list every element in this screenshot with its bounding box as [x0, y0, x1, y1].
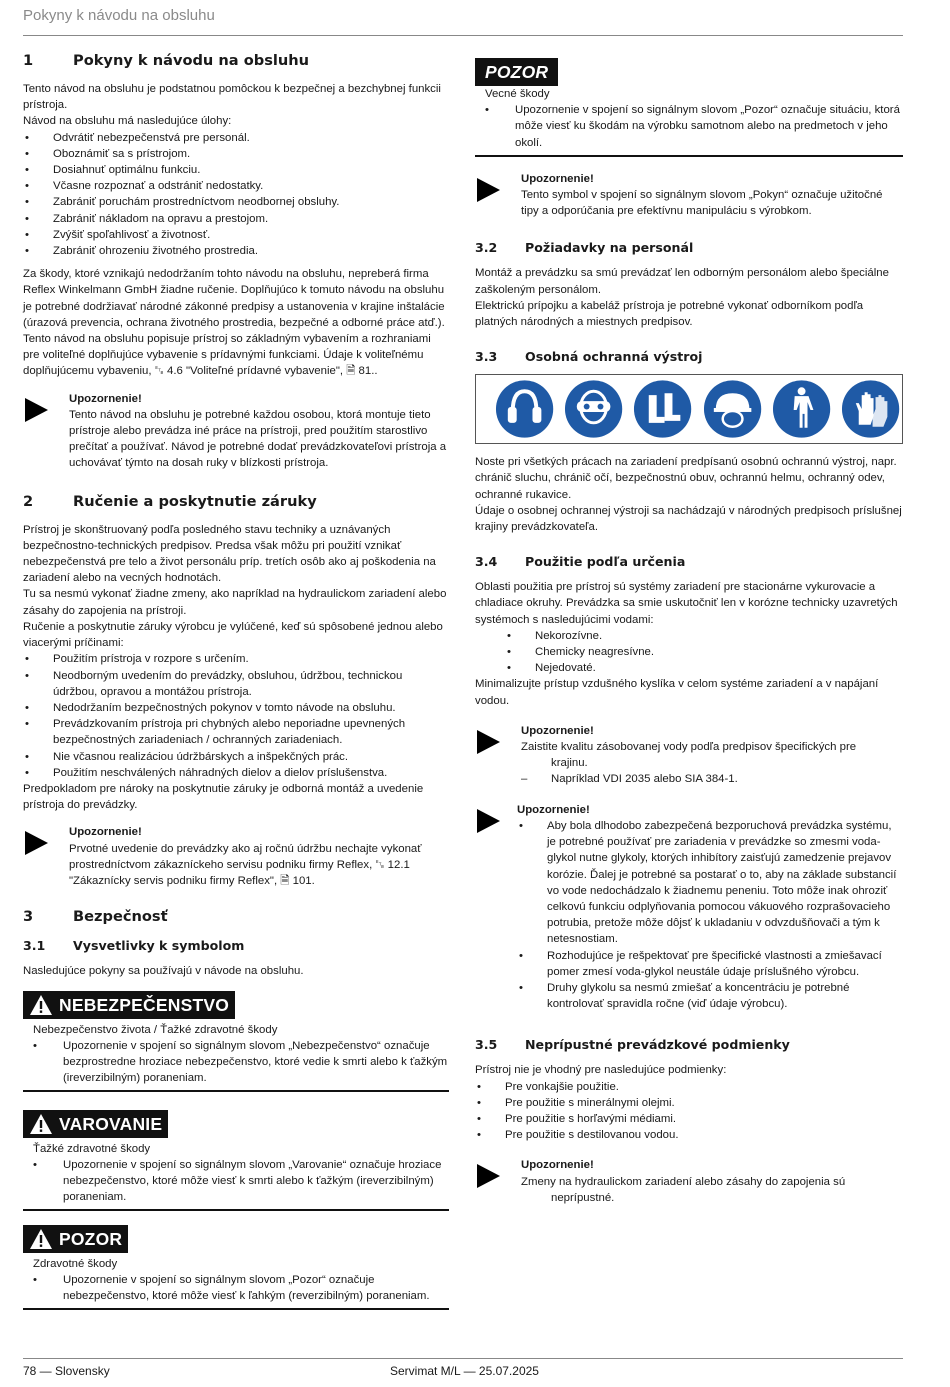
s32-p1: Montáž a prevádzku sa smú prevádzať len odborným personálom alebo špeciálne zaškoleným personálom.: [475, 267, 889, 296]
list-item: • Nie včasnou realizáciou údržbárskych a inšpekčných prác.: [23, 749, 449, 765]
notice-arrow-icon: [23, 830, 49, 856]
list-item: • Oboznámiť sa s prístrojom.: [23, 146, 449, 162]
notice-text: Tento symbol v spojení so signálnym slovom „Pokyn“ označuje užitočné tipy a odporúčania pre efektívnu manipuláciu s výrobkom.: [521, 189, 883, 218]
list-item: • Použitím neschválených náhradných dielov a dielov príslušenstva.: [23, 765, 449, 781]
notice-title: Upozornenie!: [69, 826, 142, 839]
list-item: • Nejedovaté.: [475, 660, 903, 676]
s2-p1: Prístroj je skonštruovaný podľa posledného stavu techniky a uznávaných bezpečnostno-technických predpisov. Predsa však môžu pri použití vznikať nebezpečenstvá pre telo a život personálu príp. tretích osôb ako aj poškodenia na zariadení alebo na vecných hodnotách.: [23, 523, 436, 585]
notice-text: Tento návod na obsluhu je potrebné každou osobou, ktorá montuje tieto prístroje alebo prevádza iné práce na prístroji, pred použitím starostlivo prečítať a používať. Návod je potrebné dodať prevádzkovateľovi prístroja a uchovávať týmto na dosah ruky v blízkosti prístroja.: [69, 408, 447, 470]
list-item: • Zabrániť ohrozeniu životného prostredia.: [23, 243, 449, 259]
list-item: • Pre použitie s minerálnymi olejmi.: [475, 1095, 903, 1111]
s1-intro: Tento návod na obsluhu je podstatnou pomôckou k bezpečnej a bezchybnej funkcii prístroja.: [23, 83, 441, 112]
list-item: • Nekorozívne.: [475, 628, 903, 644]
list-item: • Aby bola dlhodobo zabezpečená bezporuchová prevádzka systému, je potrebné používať pre zariadenia v prevádzke so zmesmi voda-glykol nutne glykoly, ktorých inhibítory zaisťujú zamedzenie prejavov korózie. Ďalej je potrebné sa postarať o to, aby na základe substancií vo vode nedochádzalo k žiadnemu peneniu. Toto môže inak ohroziť celkovú funkciu odplyňovania pomocou vákuového rozprašovacieho potrubia, pretože môže dôjsť k ukladaniu v odvzdušňovači a tým k netesnostiam.: [517, 818, 903, 948]
danger-label: NEBEZPEČENSTVO: [23, 991, 235, 1019]
s34-p1: Oblasti použitia pre prístroj sú systémy zariadení pre stacionárne vykurovacie a chladiace okruhy. Prevádzka sa smie uskutočniť len v korózne technicky uzavretých systémoch s nasledujúcimi vodami:: [475, 581, 898, 626]
caution-property-box: [475, 58, 903, 157]
list-item: • Pre použitie s horľavými médiami.: [475, 1111, 903, 1127]
list-item: • Zabrániť nákladom na opravu a prestojom.: [23, 211, 449, 227]
list-item: • Odvrátiť nebezpečenstvá pre personál.: [23, 130, 449, 146]
notice-arrow-icon: [475, 808, 501, 834]
protective-gloves-icon: [839, 377, 902, 441]
list-item: • Neodborným uvedením do prevádzky, obsluhou, údržbou, technickou údržbou, opravou a montážou prístroja.: [23, 668, 449, 700]
notice-title: Upozornenie!: [517, 803, 590, 816]
notice-text-cont: krajinu.: [551, 757, 588, 770]
list-item: • Použitím prístroja v rozpore s určením.: [23, 651, 449, 667]
warning-triangle-icon: [29, 994, 53, 1016]
danger-text: • Upozornenie v spojení so signálnym slovom „Nebezpečenstvo“ označuje bezprostredne hroziace nebezpečenstvo, ktoré vedie k smrti alebo k ťažkým (ireverzibilným) poraneniam.: [23, 1038, 449, 1087]
s35-p: Prístroj nie je vhodný pre nasledujúce podmienky:: [475, 1064, 727, 1077]
notice-arrow-icon: [475, 729, 501, 755]
warning-subtitle: Ťažké zdravotné škody: [33, 1142, 151, 1155]
section-3-3-heading: 3.3 Osobná ochranná výstroj: [475, 349, 703, 365]
caution-subtitle: Zdravotné škody: [33, 1257, 118, 1270]
notice-arrow-icon: [23, 397, 49, 423]
modification-notice: [475, 1157, 903, 1206]
notice-title: Upozornenie!: [521, 724, 594, 737]
footer-page-language: 78 — Slovensky: [23, 1364, 110, 1378]
list-item: • Chemicky neagresívne.: [475, 644, 903, 660]
list-item: • Druhy glykolu sa nesmú zmiešať a koncentráciu je potrebné kontrolovať spravidla ročne (viď údaje výrobcu).: [517, 980, 903, 1012]
notice-dash-item: – Napríklad VDI 2035 alebo SIA 384-1.: [521, 771, 856, 787]
warning-text: • Upozornenie v spojení so signálnym slovom „Varovanie“ označuje hroziace nebezpečenstvo, ktoré môže viesť k smrti alebo k ťažkým (ireverzibilným) poraneniam.: [23, 1157, 449, 1206]
s34-water-list: [475, 628, 903, 677]
header-title: Pokyny k návodu na obsluhu: [23, 7, 215, 24]
section-3-heading: 3 Bezpečnosť: [23, 908, 168, 926]
notice-arrow-icon: [475, 1163, 501, 1189]
hearing-protection-icon: [493, 377, 556, 441]
danger-subtitle: Nebezpečenstvo života / Ťažké zdravotné škody: [33, 1023, 278, 1036]
danger-box: [23, 991, 449, 1092]
safety-boots-icon: [631, 377, 694, 441]
caution-property-text: • Upozornenie v spojení so signálnym slovom „Pozor“ označuje situáciu, ktorá môže viesť ku škodám na výrobku samotnom alebo na predmetoch v jeho okolí.: [475, 102, 903, 151]
list-item: • Nedodržaním bezpečnostných pokynov v tomto návode na obsluhu.: [23, 700, 449, 716]
notice-title: Upozornenie!: [69, 392, 142, 405]
s35-conditions-list: [475, 1079, 903, 1144]
warning-triangle-icon: [29, 1228, 53, 1250]
water-quality-notice: [475, 723, 903, 788]
s1-tasks-lead: Návod na obsluhu má nasledujúce úlohy:: [23, 115, 232, 128]
list-item: • Pre vonkajšie použitie.: [475, 1079, 903, 1095]
section-3-4-heading: 3.4 Použitie podľa určenia: [475, 554, 686, 570]
notice-text: Zmeny na hydraulickom zariadení alebo zásahy do zapojenia sú: [521, 1175, 846, 1188]
list-item: • Prevádzkovaním prístroja pri chybných alebo neporiadne upevnených bezpečnostných zariadeniach / ochranných zariadeniach.: [23, 716, 449, 748]
notice-arrow-icon: [475, 177, 501, 203]
symbol-notice: [475, 171, 903, 220]
ppe-icon-strip: [475, 374, 903, 444]
list-item: • Dosiahnuť optimálnu funkciu.: [23, 162, 449, 178]
protective-clothing-icon: [770, 377, 833, 441]
list-item: • Zvýšiť spoľahlivosť a životnosť.: [23, 227, 449, 243]
caution-label: POZOR: [23, 1225, 128, 1253]
s2-p4: Predpokladom pre nároky na poskytnutie záruky je odborná montáž a uvedenie prístroja do prevádzky.: [23, 782, 424, 812]
notice-text: Zaistite kvalitu zásobovanej vody podľa predpisov špecifických pre: [521, 741, 857, 754]
s33-p2: Údaje o osobnej ochrannej výstroji sa nachádzajú v národných predpisoch príslušnej krajiny prevádzkovateľa.: [475, 504, 902, 534]
eye-protection-icon: [562, 377, 625, 441]
page-footer: [23, 1358, 903, 1378]
list-item: • Včasne rozpoznať a odstrániť nedostatky.: [23, 178, 449, 194]
notice-text: Prvotné uvedenie do prevádzky ako aj ročnú údržbu nechajte vykonať prostredníctvom zákazníckeho servisu podniku firmy Reflex, ␗ 12.1 "Zákaznícky servis podniku firmy Reflex", 🗎 101.: [69, 842, 422, 887]
page-header: [23, 6, 903, 36]
s1-task-list: [23, 130, 449, 260]
section-3-2-heading: 3.2 Požiadavky na personál: [475, 240, 694, 256]
s2-p3: Ručenie a poskytnutie záruky výrobcu je vylúčené, keď sú spôsobené jednou alebo viacerými príčinami:: [23, 620, 443, 650]
s34-p2: Minimalizujte prístup vzdušného kyslíka v celom systéme zariadení a v napájaní vodou.: [475, 678, 879, 707]
caution-box: [23, 1225, 449, 1310]
s2-cause-list: [23, 651, 449, 781]
list-item: • Pre použitie s destilovanou vodou.: [475, 1127, 903, 1143]
list-item: • Zabrániť poruchám prostredníctvom neodbornej obsluhy.: [23, 194, 449, 210]
caution-text: • Upozornenie v spojení so signálnym slovom „Pozor“ označuje nebezpečenstvo, ktoré môže viesť k ľahkým (reverzibilným) poraneniam.: [23, 1272, 449, 1304]
warning-triangle-icon: [29, 1113, 53, 1135]
left-column: [23, 48, 449, 1310]
section-2-heading: 2 Ručenie a poskytnutie záruky: [23, 492, 317, 510]
s31-text: Nasledujúce pokyny sa používajú v návode na obsluhu.: [23, 965, 304, 978]
notice-text-cont: neprípustné.: [551, 1191, 615, 1204]
section-3-5-heading: 3.5 Neprípustné prevádzkové podmienky: [475, 1037, 790, 1053]
list-item: • Rozhodujúce je rešpektovať pre špecifické vlastnosti a zmiešavací pomer zmesí voda-glykol neustále údaje príslušného výrobcu.: [517, 948, 903, 980]
glycol-notice: [475, 802, 903, 1013]
s2-notice: [23, 824, 449, 889]
notice-title: Upozornenie!: [521, 1159, 594, 1172]
s1-liability-text: Za škody, ktoré vznikajú nedodržaním tohto návodu na obsluhu, nepreberá firma Reflex Winkelmann GmbH žiadne ručenie. Doplňujúco k tomuto návodu na obsluhu je potrebné dodržiavať národné zákonné predpisy a ustanovenia v krajine inštalácie (úrazová prevencia, ochrana životného prostredia, bezpečné a odborné práce atď.).: [23, 268, 445, 329]
section-1-heading: 1 Pokyny k návodu na obsluhu: [23, 52, 310, 69]
warning-box: [23, 1110, 449, 1211]
warning-label: VAROVANIE: [23, 1110, 168, 1138]
right-column: [475, 58, 903, 1206]
notice-title: Upozornenie!: [521, 172, 594, 185]
s33-p1: Noste pri všetkých prácach na zariadení predpísanú osobnú ochrannú výstroj, napr. chránič sluchu, chránič očí, bezpečnostnú obuv, ochrannú helmu, ochranný odev, ochranné rukavice.: [475, 456, 897, 501]
section-3-1-heading: 3.1 Vysvetlivky k symbolom: [23, 938, 245, 954]
s1-notice: [23, 391, 449, 472]
safety-helmet-icon: [701, 377, 764, 441]
s2-p2: Tu sa nesmú vykonať žiadne zmeny, ako napríklad na hydraulickom zariadení alebo zásahy do zapojenia na prístroji.: [23, 588, 447, 617]
s32-p2: Elektrickú prípojku a kabeláž prístroja je potrebné vykonať odborníkom podľa platných národných a miestnych predpisov.: [475, 299, 864, 329]
caution-property-label: POZOR: [475, 58, 558, 86]
s1-scope-text: Tento návod na obsluhu popisuje prístroj so základným vybavením a rozhraniami pre voliteľné doplňujúce vybavenie s prídavnými funkciami. Údaje k voliteľnému doplňujúcemu vybaveniu, ␗ 4.6 "Voliteľné prídavné vybavenie", 🗎 81..: [23, 333, 431, 378]
caution-property-subtitle: Vecné škody: [485, 88, 550, 100]
footer-product-date: Servimat M/L — 25.07.2025: [390, 1364, 539, 1378]
